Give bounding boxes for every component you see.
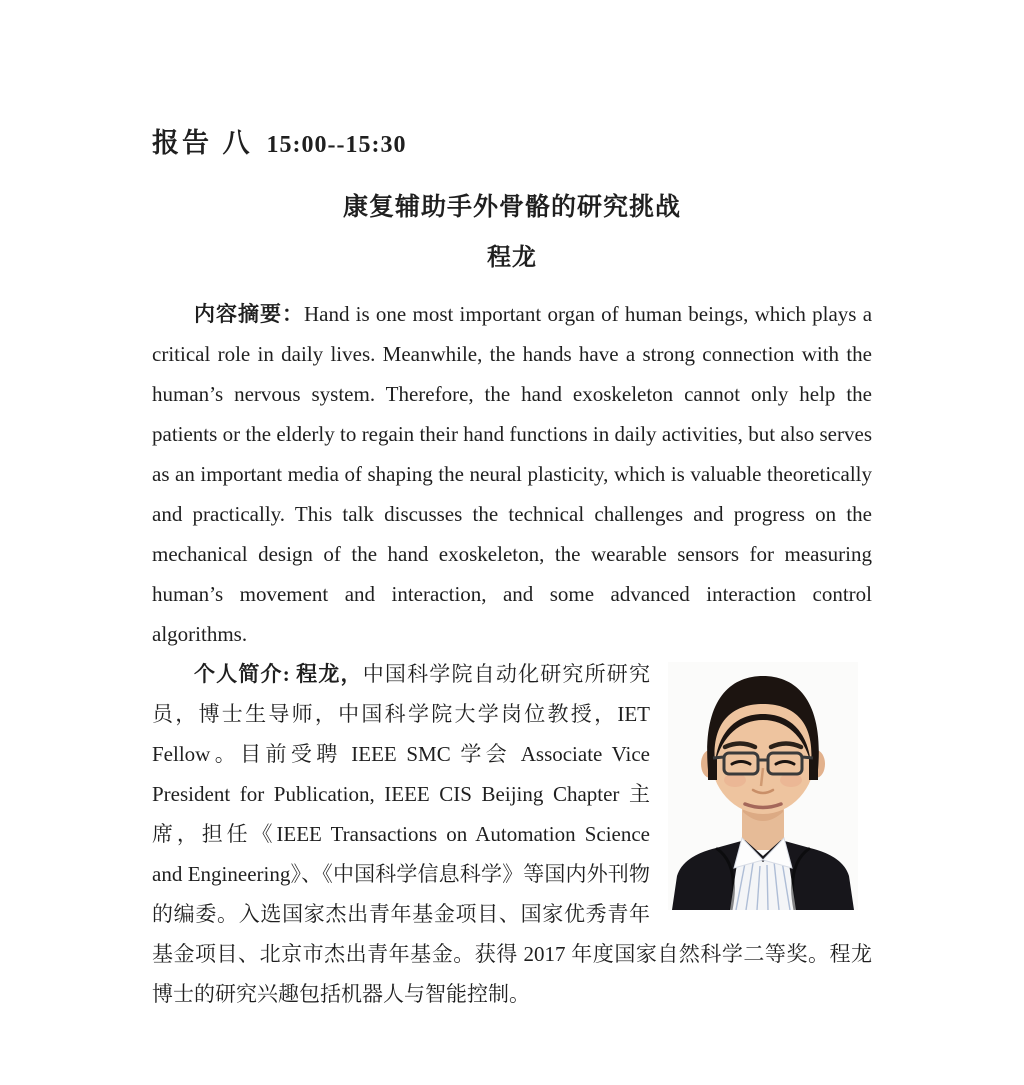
- report-time: 15:00--15:30: [266, 132, 407, 158]
- bio-label: 个人简介: 程龙，: [194, 662, 363, 686]
- report-number-label: 报告 八: [152, 128, 253, 158]
- bio-body: 中国科学院自动化研究所研究员，博士生导师，中国科学院大学岗位教授，IET Fellow。目前受聘 IEEE SMC 学会 Associate Vice President for Publication, IEEE CIS Beijing Chapter 主席，担任《IEEE Transactions on Automation Science and Engineering》、《中国科学信息科学》等国内外刊物的编委。入选国家杰出青年基金项目、国家优秀青年基金项目、北京市杰出青年基金。获得 2017 年度国家自然科学二等奖。程龙博士的研究兴趣包括机器人与智能控制。: [152, 662, 872, 1006]
- speaker-portrait-illustration: [668, 662, 858, 910]
- talk-title: 康复辅助手外骨骼的研究挑战: [342, 193, 681, 221]
- speaker-photo: [668, 662, 858, 910]
- abstract-label: 内容摘要：: [194, 302, 304, 326]
- bio-paragraph: [152, 654, 872, 1014]
- abstract-paragraph: [152, 294, 872, 654]
- report-header: [152, 124, 872, 164]
- abstract-body: Hand is one most important organ of human beings, which plays a critical role in daily lives. Meanwhile, the hands have a strong connection with the human’s nervous system. Therefore, the hand exoskeleton cannot only help the patients or the elderly to regain their hand functions in daily activities, but also serves as an important media of shaping the neural plasticity, which is valuable theoretically and practically. This talk discusses the technical challenges and progress on the mechanical design of the hand exoskeleton, the wearable sensors for measuring human’s movement and interaction, and some advanced interaction control algorithms.: [152, 302, 873, 646]
- speaker-name: 程龙: [487, 244, 537, 271]
